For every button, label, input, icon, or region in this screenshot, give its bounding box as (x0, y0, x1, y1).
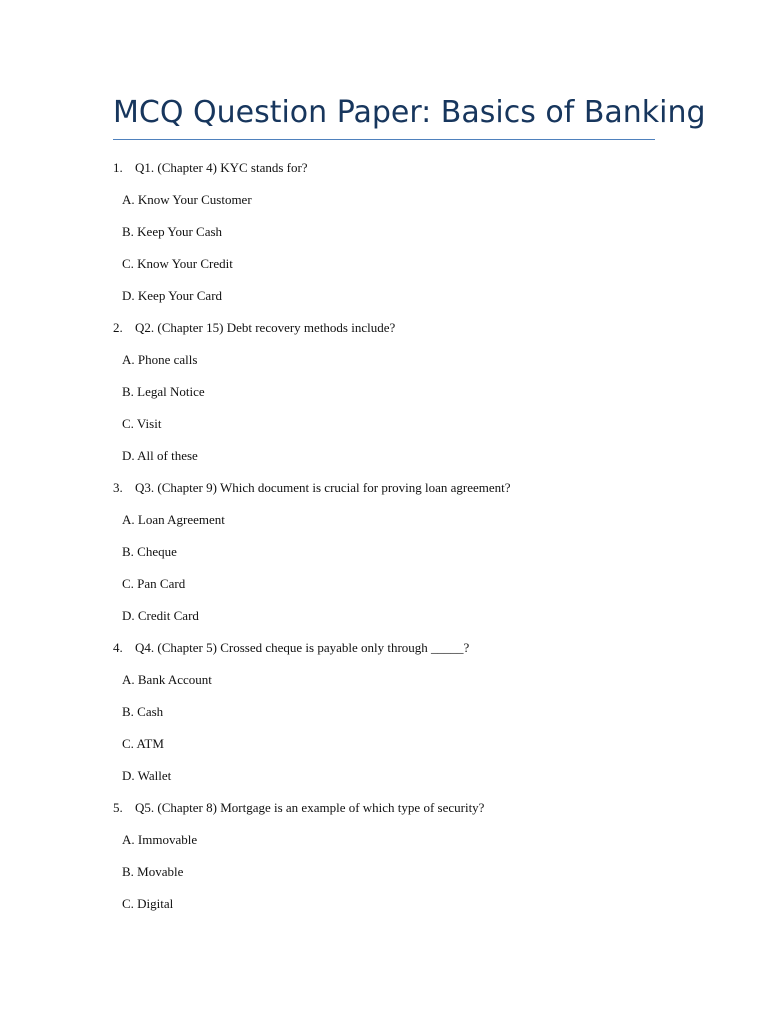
answer-option: D. Credit Card (122, 608, 199, 623)
answer-option: B. Cheque (122, 544, 177, 559)
answer-option: A. Loan Agreement (122, 512, 225, 527)
question-text: Q5. (Chapter 8) Mortgage is an example of which type of security? (135, 800, 485, 815)
answer-option: C. Visit (122, 416, 162, 431)
answer-option: B. Movable (122, 864, 184, 879)
answer-option: C. Know Your Credit (122, 256, 233, 271)
answer-option: A. Immovable (122, 832, 198, 847)
answer-option: D. Wallet (122, 768, 172, 783)
answer-option: C. Digital (122, 896, 174, 911)
answer-option: C. ATM (122, 736, 164, 751)
question-text: Q3. (Chapter 9) Which document is crucial for proving loan agreement? (135, 480, 511, 495)
answer-option: D. All of these (122, 448, 198, 463)
question-number: 1. (113, 160, 123, 175)
answer-option: A. Know Your Customer (122, 192, 252, 207)
answer-option: A. Bank Account (122, 672, 212, 687)
answer-option: A. Phone calls (122, 352, 198, 367)
question-text: Q4. (Chapter 5) Crossed cheque is payable only through _____? (135, 640, 470, 655)
answer-option: D. Keep Your Card (122, 288, 223, 303)
answer-option: B. Cash (122, 704, 164, 719)
answer-option: B. Keep Your Cash (122, 224, 223, 239)
page-title: MCQ Question Paper: Basics of Banking (113, 95, 706, 130)
question-text: Q2. (Chapter 15) Debt recovery methods include? (135, 320, 396, 335)
answer-option: B. Legal Notice (122, 384, 205, 399)
question-number: 5. (113, 800, 123, 815)
title-underline (113, 139, 655, 140)
answer-option: C. Pan Card (122, 576, 186, 591)
question-text: Q1. (Chapter 4) KYC stands for? (135, 160, 308, 175)
question-number: 2. (113, 320, 123, 335)
question-number: 4. (113, 640, 123, 655)
question-number: 3. (113, 480, 123, 495)
